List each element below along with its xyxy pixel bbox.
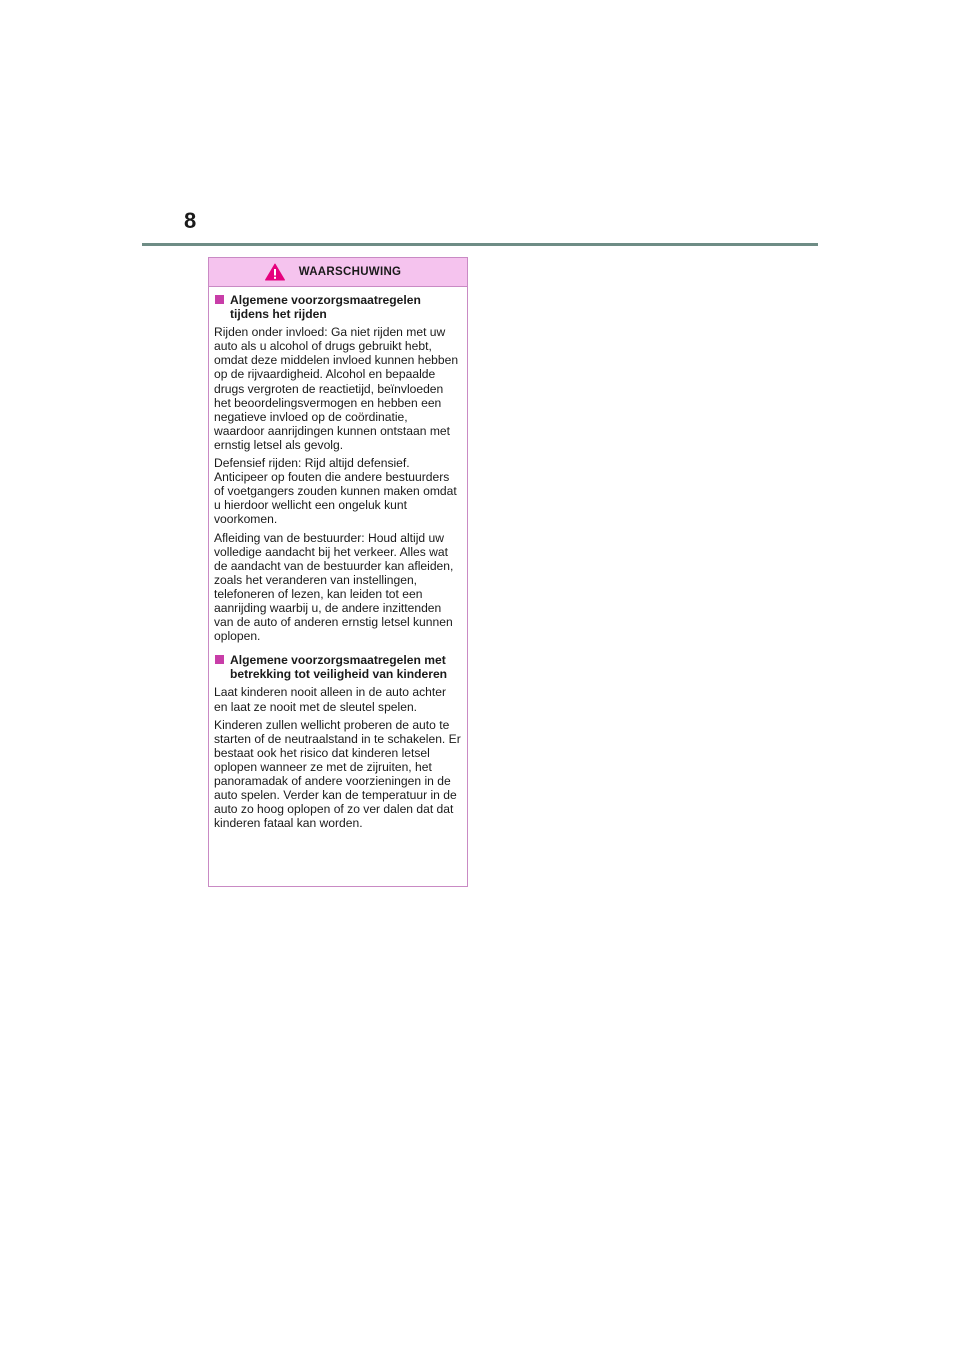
square-bullet-icon: [215, 295, 224, 304]
paragraph: Rijden onder invloed: Ga niet rijden met uw auto als u alcohol of drugs gebruikt hebt, omdat deze middelen invloed kunnen hebben op de rijvaardigheid. Alcohol en bepaalde drugs vergroten de reactietijd, beïnvloeden het beoordelingsvermogen en hebben een negatieve invloed op de coördinatie, waardoor aanrijdingen kunnen ontstaan met ernstig letsel als gevolg.: [214, 325, 459, 452]
paragraph: Afleiding van de bestuurder: Houd altijd uw volledige aandacht bij het verkeer. Alles wat de aandacht van de bestuurder kan afleiden, zoals het veranderen van instellingen, telefoneren of lezen, kan leiden tot een aanrijding waarbij u, de andere inzittenden van de auto of anderen ernstig letsel kunnen oplopen.: [214, 530, 454, 644]
section-heading-text: Algemene voorzorgsmaatregelen tijdens het rijden: [230, 293, 421, 322]
warning-triangle-icon: [265, 263, 285, 281]
section-heading-children: [214, 653, 461, 681]
page-number: 8: [184, 208, 197, 233]
paragraph: Laat kinderen nooit alleen in de auto achter en laat ze nooit met de sleutel spelen.: [214, 685, 446, 714]
warning-body: [209, 287, 467, 830]
warning-header: [209, 258, 467, 287]
header-divider: [142, 243, 818, 246]
warning-box: [208, 257, 468, 887]
square-bullet-icon: [215, 655, 224, 664]
paragraph: Defensief rijden: Rijd altijd defensief. Anticipeer op fouten die andere bestuurders of voetgangers zouden kunnen maken omdat u hierdoor wellicht een ongeluk kunt voorkomen.: [214, 456, 457, 527]
section-heading-driving: [214, 293, 461, 321]
section-heading-text: Algemene voorzorgsmaatregelen met betrekking tot veiligheid van kinderen: [230, 653, 448, 682]
paragraph: Kinderen zullen wellicht proberen de auto te starten of de neutraalstand in te schakelen. Er bestaat ook het risico dat kinderen letsel oplopen wanneer ze met de zijruiten, het panoramadak of andere voorzieningen in de auto spelen. Verder kan de temperatuur in de auto zo hoog oplopen of zo ver dalen dat dat kinderen fataal kan worden.: [214, 717, 461, 831]
warning-title: WAARSCHUWING: [298, 266, 402, 278]
